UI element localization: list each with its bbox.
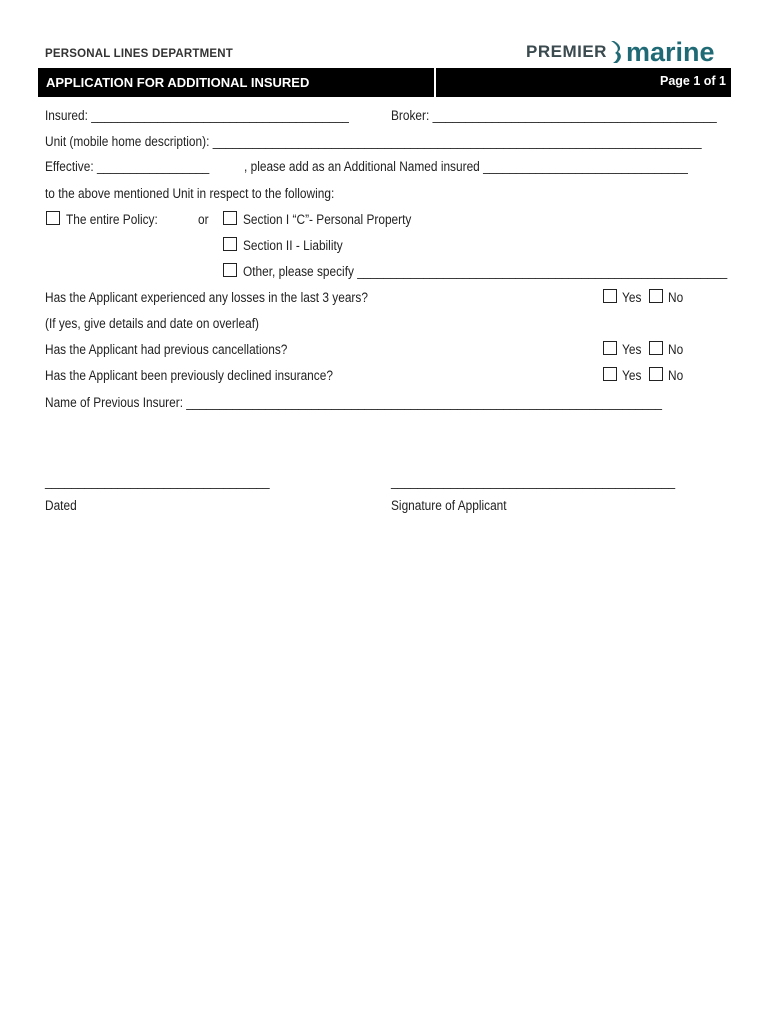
declined-no-checkbox[interactable] bbox=[649, 367, 663, 381]
losses-no-label: No bbox=[668, 290, 684, 305]
cancellations-no-label: No bbox=[668, 342, 684, 357]
cancellations-question: Has the Applicant had previous cancellations? bbox=[45, 342, 288, 357]
cancellations-yes-checkbox[interactable] bbox=[603, 341, 617, 355]
dated-line[interactable]: __________________________________ bbox=[45, 474, 270, 489]
declined-no-label: No bbox=[668, 368, 684, 383]
logo-marine-text: marine bbox=[625, 36, 715, 67]
section-2-label: Section II - Liability bbox=[243, 238, 343, 253]
declined-yes-label: Yes bbox=[622, 368, 642, 383]
signature-label: Signature of Applicant bbox=[391, 498, 507, 513]
cancellations-yes-label: Yes bbox=[622, 342, 642, 357]
department-label: PERSONAL LINES DEPARTMENT bbox=[45, 48, 233, 60]
losses-question: Has the Applicant experienced any losses in the last 3 years? bbox=[45, 290, 368, 305]
or-label: or bbox=[198, 212, 209, 227]
losses-yes-label: Yes bbox=[622, 290, 642, 305]
section-1c-label: Section I “C”- Personal Property bbox=[243, 212, 412, 227]
broker-field[interactable]: Broker: ___________________________________________ bbox=[391, 108, 717, 123]
declined-yes-checkbox[interactable] bbox=[603, 367, 617, 381]
logo-wave-icon bbox=[609, 40, 623, 64]
losses-note: (If yes, give details and date on overleaf) bbox=[45, 316, 259, 331]
section-2-checkbox[interactable] bbox=[223, 237, 237, 251]
signature-line[interactable]: ___________________________________________ bbox=[391, 474, 676, 489]
additional-named-insured-field[interactable]: , please add as an Additional Named insured _______________________________ bbox=[244, 159, 688, 174]
previous-insurer-field[interactable]: Name of Previous Insurer: ________________________________________________________________________ bbox=[45, 395, 663, 410]
effective-date-field[interactable]: Effective: _________________ bbox=[45, 159, 210, 174]
other-checkbox[interactable] bbox=[223, 263, 237, 277]
entire-policy-checkbox[interactable] bbox=[46, 211, 60, 225]
premier-marine-logo bbox=[526, 36, 715, 68]
cancellations-no-checkbox[interactable] bbox=[649, 341, 663, 355]
declined-question: Has the Applicant been previously declined insurance? bbox=[45, 368, 333, 383]
page-indicator: Page 1 of 1 bbox=[660, 74, 726, 88]
insured-field[interactable]: Insured: _______________________________________ bbox=[45, 108, 349, 123]
unit-description-field[interactable]: Unit (mobile home description): __________________________________________________________________________ bbox=[45, 134, 702, 149]
section-1c-checkbox[interactable] bbox=[223, 211, 237, 225]
other-specify-field[interactable]: Other, please specify ________________________________________________________ bbox=[243, 264, 728, 279]
title-bar-divider bbox=[434, 68, 436, 97]
dated-label: Dated bbox=[45, 498, 77, 513]
logo-premier-text: PREMIER bbox=[526, 42, 607, 61]
losses-yes-checkbox[interactable] bbox=[603, 289, 617, 303]
form-title: APPLICATION FOR ADDITIONAL INSURED bbox=[46, 75, 310, 90]
respect-text: to the above mentioned Unit in respect to the following: bbox=[45, 186, 335, 201]
losses-no-checkbox[interactable] bbox=[649, 289, 663, 303]
entire-policy-label: The entire Policy: bbox=[66, 212, 158, 227]
